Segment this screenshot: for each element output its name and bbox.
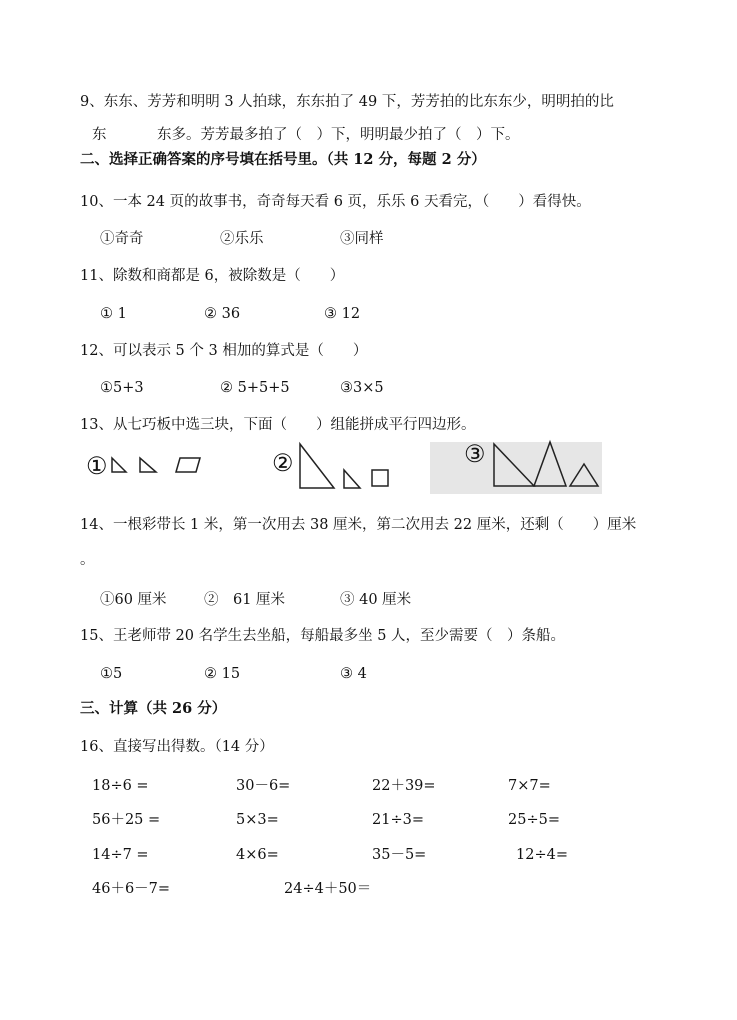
q12-option-1: ①5+3 [100,380,144,396]
q12-option-3: ③3×5 [340,380,384,396]
q15-option-1: ①5 [100,666,123,682]
q16-problem: 35－5= [372,847,427,863]
q11-option-3: ③ 12 [324,306,361,322]
q10-option-1: ①奇奇 [100,231,144,247]
section3-title: 三、计算（共 26 分） [80,700,227,717]
q15-text: 15、王老师带 20 名学生去坐船，每船最多坐 5 人，至少需要（ ）条船。 [80,628,566,644]
q14-option-2: ② 61 厘米 [204,592,286,608]
q16-problem: 21÷3= [372,812,424,828]
q9-line2-rest: 东多。芳芳最多拍了（ ）下，明明最少拍了（ ）下。 [157,127,520,143]
q11-option-1: ① 1 [100,306,127,322]
parallelogram-shape [176,458,200,472]
q15-option-3: ③ 4 [340,666,367,682]
q16-problem: 46＋6－7= [92,881,171,897]
section2-title: 二、选择正确答案的序号填在括号里。（共 12 分，每题 2 分） [80,151,486,168]
q16-problem: 18÷6 = [92,778,149,794]
q13-text: 13、从七巧板中选三块，下面（ ）组能拼成平行四边形。 [80,417,476,433]
q16-problem: 7×7= [508,778,551,794]
q11-text: 11、除数和商都是 6，被除数是（ ） [80,268,345,284]
small-triangle-shape [112,458,126,472]
q16-problem: 4×6= [236,847,279,863]
q16-problem: 5×3= [236,812,279,828]
q13-mark-2: ② [272,449,294,477]
q9-line1: 9、东东、芳芳和明明 3 人拍球，东东拍了 49 下，芳芳拍的比东东少，明明拍的比 [80,94,614,110]
q12-option-2: ② 5+5+5 [220,380,290,396]
q16-text: 16、直接写出得数。（14 分） [80,739,274,755]
q14-text: 14、一根彩带长 1 米，第一次用去 38 厘米，第二次用去 22 厘米，还剩（ ）厘米 [80,517,637,533]
q14-option-1: ①60 厘米 [100,592,167,608]
large-triangle-shape [534,442,566,486]
small-triangle-shape [344,470,360,488]
q14-option-3: ③ 40 厘米 [340,592,412,608]
q10-option-2: ②乐乐 [220,231,264,247]
square-shape [372,470,388,486]
q14-cont: 。 [80,552,95,568]
q16-problem: 24÷4＋50＝ [284,881,372,897]
q16-problem: 14÷7 = [92,847,149,863]
q11-option-2: ② 36 [204,306,241,322]
small-triangle-shape [140,458,156,472]
q16-problem: 22＋39= [372,778,436,794]
q12-text: 12、可以表示 5 个 3 相加的算式是（ ） [80,343,368,359]
q13-group3-shapes [488,440,598,490]
q13-mark-1: ① [86,452,108,480]
large-triangle-shape [300,444,334,488]
large-triangle-shape [494,444,534,486]
q16-problem: 56＋25 = [92,812,161,828]
q16-problem: 25÷5= [508,812,560,828]
q10-option-3: ③同样 [340,231,384,247]
q16-problem: 12÷4= [516,847,568,863]
q13-mark-3: ③ [464,440,486,468]
q9-line2-start: 东 [92,127,107,143]
q16-problem: 30－6= [236,778,291,794]
q13-group1-shapes [110,456,200,476]
small-triangle-shape [570,464,598,486]
q10-text: 10、一本 24 页的故事书，奇奇每天看 6 页，乐乐 6 天看完，（ ）看得快。 [80,194,591,210]
q13-group2-shapes [296,440,396,494]
q15-option-2: ② 15 [204,666,241,682]
